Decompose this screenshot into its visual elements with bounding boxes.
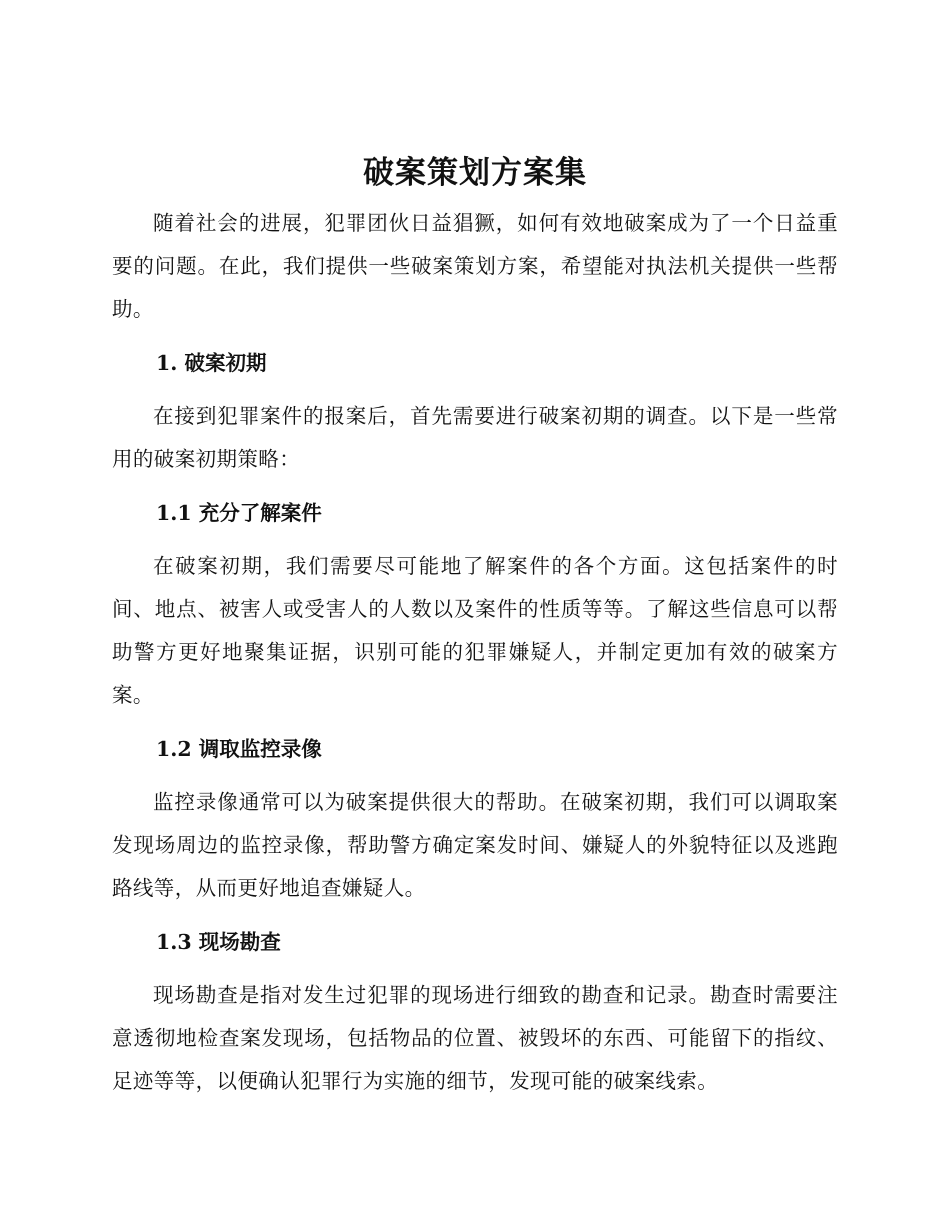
section-1-1-paragraph: 在破案初期，我们需要尽可能地了解案件的各个方面。这包括案件的时间、地点、被害人或受害人的人数以及案件的性质等等。了解这些信息可以帮助警方更好地聚集证据，识别可能的犯罪嫌疑人，并制定更加有效的破案方案。 [112, 554, 838, 707]
section-1-2-heading: 1.2 调取监控录像 [156, 737, 322, 761]
document-title: 破案策划方案集 [363, 155, 587, 191]
section-1-paragraph: 在接到犯罪案件的报案后，首先需要进行破案初期的调查。以下是一些常用的破案初期策略： [112, 404, 838, 471]
section-1-3-heading: 1.3 现场勘查 [156, 930, 281, 954]
intro-paragraph: 随着社会的进展，犯罪团伙日益猖獗，如何有效地破案成为了一个日益重要的问题。在此，我们提供一些破案策划方案，希望能对执法机关提供一些帮助。 [112, 211, 838, 321]
section-1-3-paragraph: 现场勘查是指对发生过犯罪的现场进行细致的勘查和记录。勘查时需要注意透彻地检查案发现场，包括物品的位置、被毁坏的东西、可能留下的指纹、足迹等等，以便确认犯罪行为实施的细节，发现可能的破案线索。 [112, 983, 838, 1093]
section-1-1-heading: 1.1 充分了解案件 [156, 501, 322, 525]
section-1-heading: 1. 破案初期 [156, 351, 267, 375]
section-1-2-paragraph: 监控录像通常可以为破案提供很大的帮助。在破案初期，我们可以调取案发现场周边的监控录像，帮助警方确定案发时间、嫌疑人的外貌特征以及逃跑路线等，从而更好地追查嫌疑人。 [112, 790, 838, 900]
